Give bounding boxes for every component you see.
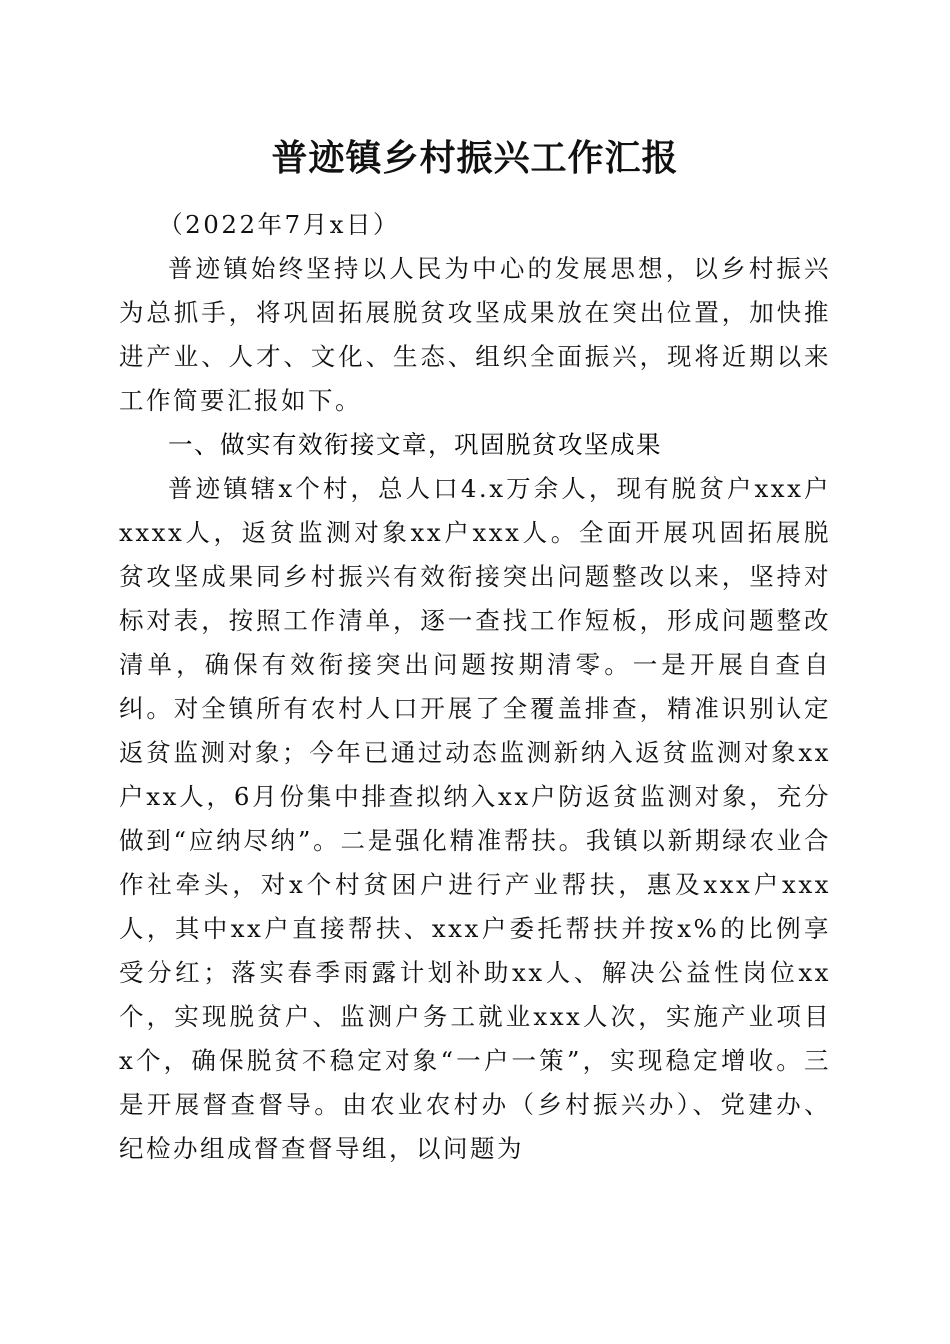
document-body — [119, 203, 831, 1171]
section-1-paragraph: 普迹镇辖x个村，总人口4.x万余人，现有脱贫户xxx户xxxx人，返贫监测对象xx户xxx人。全面开展巩固拓展脱贫攻坚成果同乡村振兴有效衔接突出问题整改以来，坚持对标对表，按照工作清单，逐一查找工作短板，形成问题整改清单，确保有效衔接突出问题按期清零。一是开展自查自纠。对全镇所有农村人口开展了全覆盖排查，精准识别认定返贫监测对象；今年已通过动态监测新纳入返贫监测对象xx户xx人，6月份集中排查拟纳入xx户防返贫监测对象，充分做到“应纳尽纳”。二是强化精准帮扶。我镇以新期绿农业合作社牵头，对x个村贫困户进行产业帮扶，惠及xxx户xxx人，其中xx户直接帮扶、xxx户委托帮扶并按x%的比例享受分红；落实春季雨露计划补助xx人、解决公益性岗位xx个，实现脱贫户、监测户务工就业xxx人次，实施产业项目x个，确保脱贫不稳定对象“一户一策”，实现稳定增收。三是开展督查督导。由农业农村办（乡村振兴办）、党建办、纪检办组成督查督导组，以问题为 — [119, 474, 831, 1163]
intro-paragraph: 普迹镇始终坚持以人民为中心的发展思想，以乡村振兴为总抓手，将巩固拓展脱贫攻坚成果放在突出位置，加快推进产业、人才、文化、生态、组织全面振兴，现将近期以来工作简要汇报如下。 — [119, 254, 831, 415]
document-date: （2022年7月x日） — [158, 210, 400, 239]
document-title: 普迹镇乡村振兴工作汇报 — [271, 137, 679, 179]
section-1-heading: 一、做实有效衔接文章，巩固脱贫攻坚成果 — [168, 430, 662, 459]
